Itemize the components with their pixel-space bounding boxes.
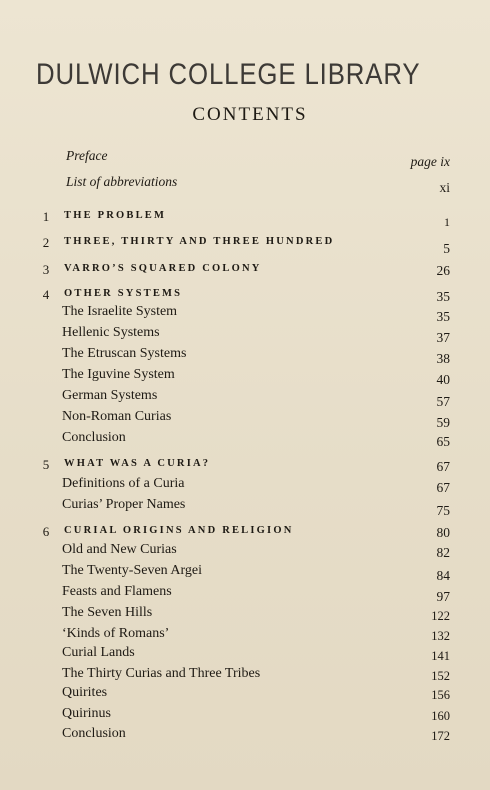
toc-page-number: 67 (436, 480, 450, 495)
toc-chapter-6 (0, 524, 490, 544)
section-title: The Etruscan Systems (62, 346, 187, 361)
toc-page-number: page ix (410, 154, 450, 169)
toc-section (0, 476, 490, 496)
section-title: The Twenty-Seven Argei (62, 563, 203, 578)
toc-page-number: 172 (431, 729, 450, 743)
toc-section (0, 706, 490, 726)
toc-section (0, 726, 490, 746)
toc-section (0, 645, 490, 665)
section-title: German Systems (62, 388, 158, 403)
toc-chapter-2 (0, 235, 490, 255)
page-title: CONTENTS (192, 104, 308, 125)
chapter-number: 6 (42, 524, 50, 539)
section-title: The Iguvine System (62, 367, 175, 382)
toc-page-number: 35 (436, 309, 450, 324)
toc-entry-label: Preface (66, 148, 108, 163)
toc-page-number: 40 (436, 372, 450, 387)
toc-page-number: 59 (436, 415, 450, 430)
chapter-number: 1 (42, 209, 50, 224)
toc-page-number: 67 (436, 459, 450, 474)
section-title: Hellenic Systems (62, 325, 160, 340)
toc-section (0, 388, 490, 408)
section-title: Curial Lands (62, 645, 135, 660)
toc-page-number: 82 (436, 545, 450, 560)
section-title: Curias’ Proper Names (62, 497, 186, 512)
toc-chapter-3 (0, 262, 490, 282)
toc-section (0, 430, 490, 450)
toc-entry-label: List of abbreviations (66, 174, 178, 189)
section-title: Conclusion (62, 430, 126, 445)
toc-page-number: 26 (436, 263, 450, 278)
toc-page-number: 5 (443, 241, 450, 256)
chapter-title: THREE, THIRTY AND THREE HUNDRED (64, 236, 335, 247)
toc-page-number: 65 (436, 434, 450, 449)
toc-section (0, 367, 490, 387)
toc-section (0, 685, 490, 705)
section-title: Quirites (62, 685, 108, 700)
section-title: Quirinus (62, 706, 111, 721)
toc-section (0, 304, 490, 324)
toc-section (0, 605, 490, 625)
chapter-title: OTHER SYSTEMS (64, 288, 183, 299)
toc-entry-abbreviations (0, 174, 490, 194)
toc-page-number: 80 (436, 525, 450, 540)
toc-section (0, 346, 490, 366)
toc-page-number: 37 (436, 330, 450, 345)
section-title: ‘Kinds of Romans’ (62, 626, 170, 641)
toc-section (0, 409, 490, 429)
toc-section (0, 584, 490, 604)
toc-entry-preface (0, 148, 490, 168)
chapter-number: 4 (42, 287, 50, 302)
section-title: The Thirty Curias and Three Tribes (62, 666, 261, 681)
chapter-title: WHAT WAS A CURIA? (64, 458, 211, 469)
toc-page-number: 84 (436, 568, 450, 583)
toc-page-number: 132 (431, 629, 450, 643)
toc-page-number: 97 (436, 589, 450, 604)
chapter-title: THE PROBLEM (64, 210, 167, 221)
chapter-title: CURIAL ORIGINS AND RELIGION (64, 525, 294, 536)
toc-page-number: 122 (431, 609, 450, 623)
toc-section (0, 325, 490, 345)
toc-page-number: 35 (436, 289, 450, 304)
toc-page-number: 75 (436, 503, 450, 518)
toc-page-number: xi (439, 180, 450, 195)
chapter-title: VARRO’S SQUARED COLONY (64, 263, 262, 274)
section-title: Old and New Curias (62, 542, 177, 557)
section-title: Conclusion (62, 726, 126, 741)
section-title: Feasts and Flamens (62, 584, 172, 599)
toc-page-number: 57 (436, 394, 450, 409)
section-title: Non-Roman Curias (62, 409, 172, 424)
toc-page-number: 152 (431, 669, 450, 683)
toc-chapter-5 (0, 457, 490, 477)
section-title: The Israelite System (62, 304, 178, 319)
toc-page-number: 38 (436, 351, 450, 366)
toc-section (0, 563, 490, 583)
toc-page-number: 1 (444, 215, 450, 229)
chapter-number: 3 (42, 262, 50, 277)
toc-section (0, 626, 490, 646)
section-title: Definitions of a Curia (62, 476, 185, 491)
chapter-number: 2 (42, 235, 50, 250)
toc-page-number: 156 (431, 688, 450, 702)
section-title: The Seven Hills (62, 605, 153, 620)
toc-chapter-1 (0, 209, 490, 229)
toc-section (0, 666, 490, 686)
library-stamp: DULWICH COLLEGE LIBRARY (36, 58, 421, 91)
toc-section (0, 497, 490, 517)
toc-section (0, 542, 490, 562)
chapter-number: 5 (42, 457, 50, 472)
toc-page-number: 141 (431, 649, 450, 663)
toc-page-number: 160 (431, 709, 450, 723)
